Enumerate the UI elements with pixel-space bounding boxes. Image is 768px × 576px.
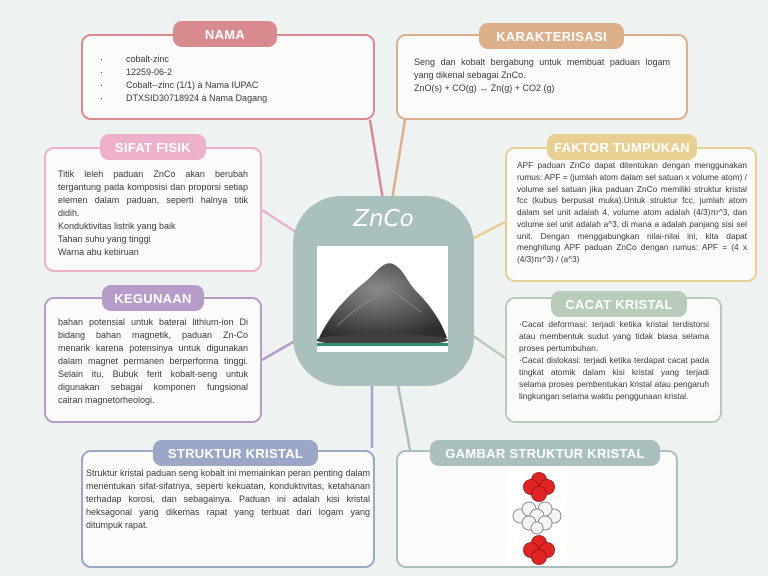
- karakterisasi-text: Seng dan kobalt bergabung untuk membuat paduan logam yang dikenal sebagai ZnCo.: [414, 57, 670, 81]
- sifat-fisik-line: Tahan suhu yang tinggi: [58, 234, 151, 245]
- sifat-fisik-box: [44, 147, 262, 272]
- connector-nama: [370, 120, 383, 200]
- nama-item: · cobalt-zinc: [95, 53, 361, 66]
- struktur-kristal-box: [81, 450, 375, 568]
- connector-cacat: [472, 335, 505, 358]
- faktor-tumpukan-text: APF paduan ZnCo dapat ditentukan dengan menggunakan rumus: APF = (jumlah atom dalam sel satuan x volume atom) / volume sel satuan jika paduan ZnCo memiliki struktur kristal fcc (kubus berpusat muka).Untuk struktur fcc, jumlah atom dalam sel unit adalah 4, volume atom adalah (4/3)πr^3, dan volume sel unit adalah a^3, di mana a adalah panjang sisi sel unit. Dengan menggabungkan nilai-nilai ini, kita dapat menghitung APF paduan ZnCo dengan rumus: APF = (4 x (4/3)πr^3) / (a^3): [517, 160, 747, 265]
- crystal-structure-image: [507, 468, 567, 566]
- faktor-tumpukan-title: FAKTOR TUMPUKAN: [547, 134, 697, 160]
- sifat-fisik-title: SIFAT FISIK: [100, 134, 206, 160]
- struktur-kristal-text: Struktur kristal paduan seng kobalt ini memainkan peran penting dalam menentukan sifat-sifatnya, seperti kekuatan, konduktivitas, ketahanan terhadap korosi, dan sebagainya. Paduan ini adalah kisi kristal heksagonal yang dikemas rapat yang terbuat dari logam yang ditumpuk rapat.: [86, 468, 370, 531]
- cacat-kristal-title: CACAT KRISTAL: [551, 291, 687, 317]
- karakterisasi-title: KARAKTERISASI: [479, 23, 624, 49]
- faktor-tumpukan-box: [505, 147, 757, 282]
- zinc-cobalt-powder-image: [317, 246, 448, 352]
- connector-gambar: [398, 385, 410, 450]
- nama-list: [95, 53, 361, 105]
- sifat-fisik-line: Warna abu kebiruan: [58, 247, 139, 258]
- kegunaan-box: [44, 297, 262, 423]
- gambar-struktur-title: GAMBAR STRUKTUR KRISTAL: [430, 440, 660, 466]
- nama-item: · Cobalt--zinc (1/1) à Nama IUPAC: [95, 79, 361, 92]
- nama-item: · 12259-06-2: [95, 66, 361, 79]
- hcp-atoms-icon: [507, 468, 567, 566]
- cacat-kristal-item: ·Cacat deformasi: terjadi ketika kristal terdistorsi atau membentuk sudut yang tidak biasa selama proses pertumbuhan.: [519, 319, 709, 353]
- sifat-fisik-line: Konduktivitas listrik yang baik: [58, 221, 176, 232]
- connector-faktor: [470, 222, 505, 240]
- karakterisasi-equation: ZnO(s) + CO(g) ↔ Zn(g) + CO2 (g): [414, 83, 555, 94]
- kegunaan-title: KEGUNAAN: [102, 285, 204, 311]
- center-node: [293, 196, 474, 386]
- cacat-kristal-item: ·Cacat dislokasi: terjadi ketika terdapat cacat pada tingkat atomik dalam kisi kristal yang terjadi selama proses pembentukan kristal atau pengaruh lingkungan selama waktu penggunaan kristal.: [519, 354, 709, 401]
- sifat-fisik-text: Titik leleh paduan ZnCo akan berubah tergantung pada komposisi dan proporsi setiap elemen dalam paduan, seperti halnya titik didih.: [58, 169, 248, 219]
- center-title: ZnCo: [353, 206, 414, 232]
- connector-karakterisasi: [392, 120, 405, 200]
- kegunaan-text: bahan potensial untuk baterai lithium-ion Di bidang bahan magnetik, paduan Zn-Co menarik karena potensinya untuk digunakan dalam magnet permanen berperforma tinggi. Selain itu, Bubuk ferit kobalt-seng untuk digunakan sebagai komponen fungsional cairan magnetorheologi.: [58, 317, 248, 406]
- powder-pile-icon: [317, 246, 448, 352]
- struktur-kristal-title: STRUKTUR KRISTAL: [153, 440, 318, 466]
- nama-title: NAMA: [173, 21, 277, 47]
- nama-item: · DTXSID30718924 à Nama Dagang: [95, 92, 361, 105]
